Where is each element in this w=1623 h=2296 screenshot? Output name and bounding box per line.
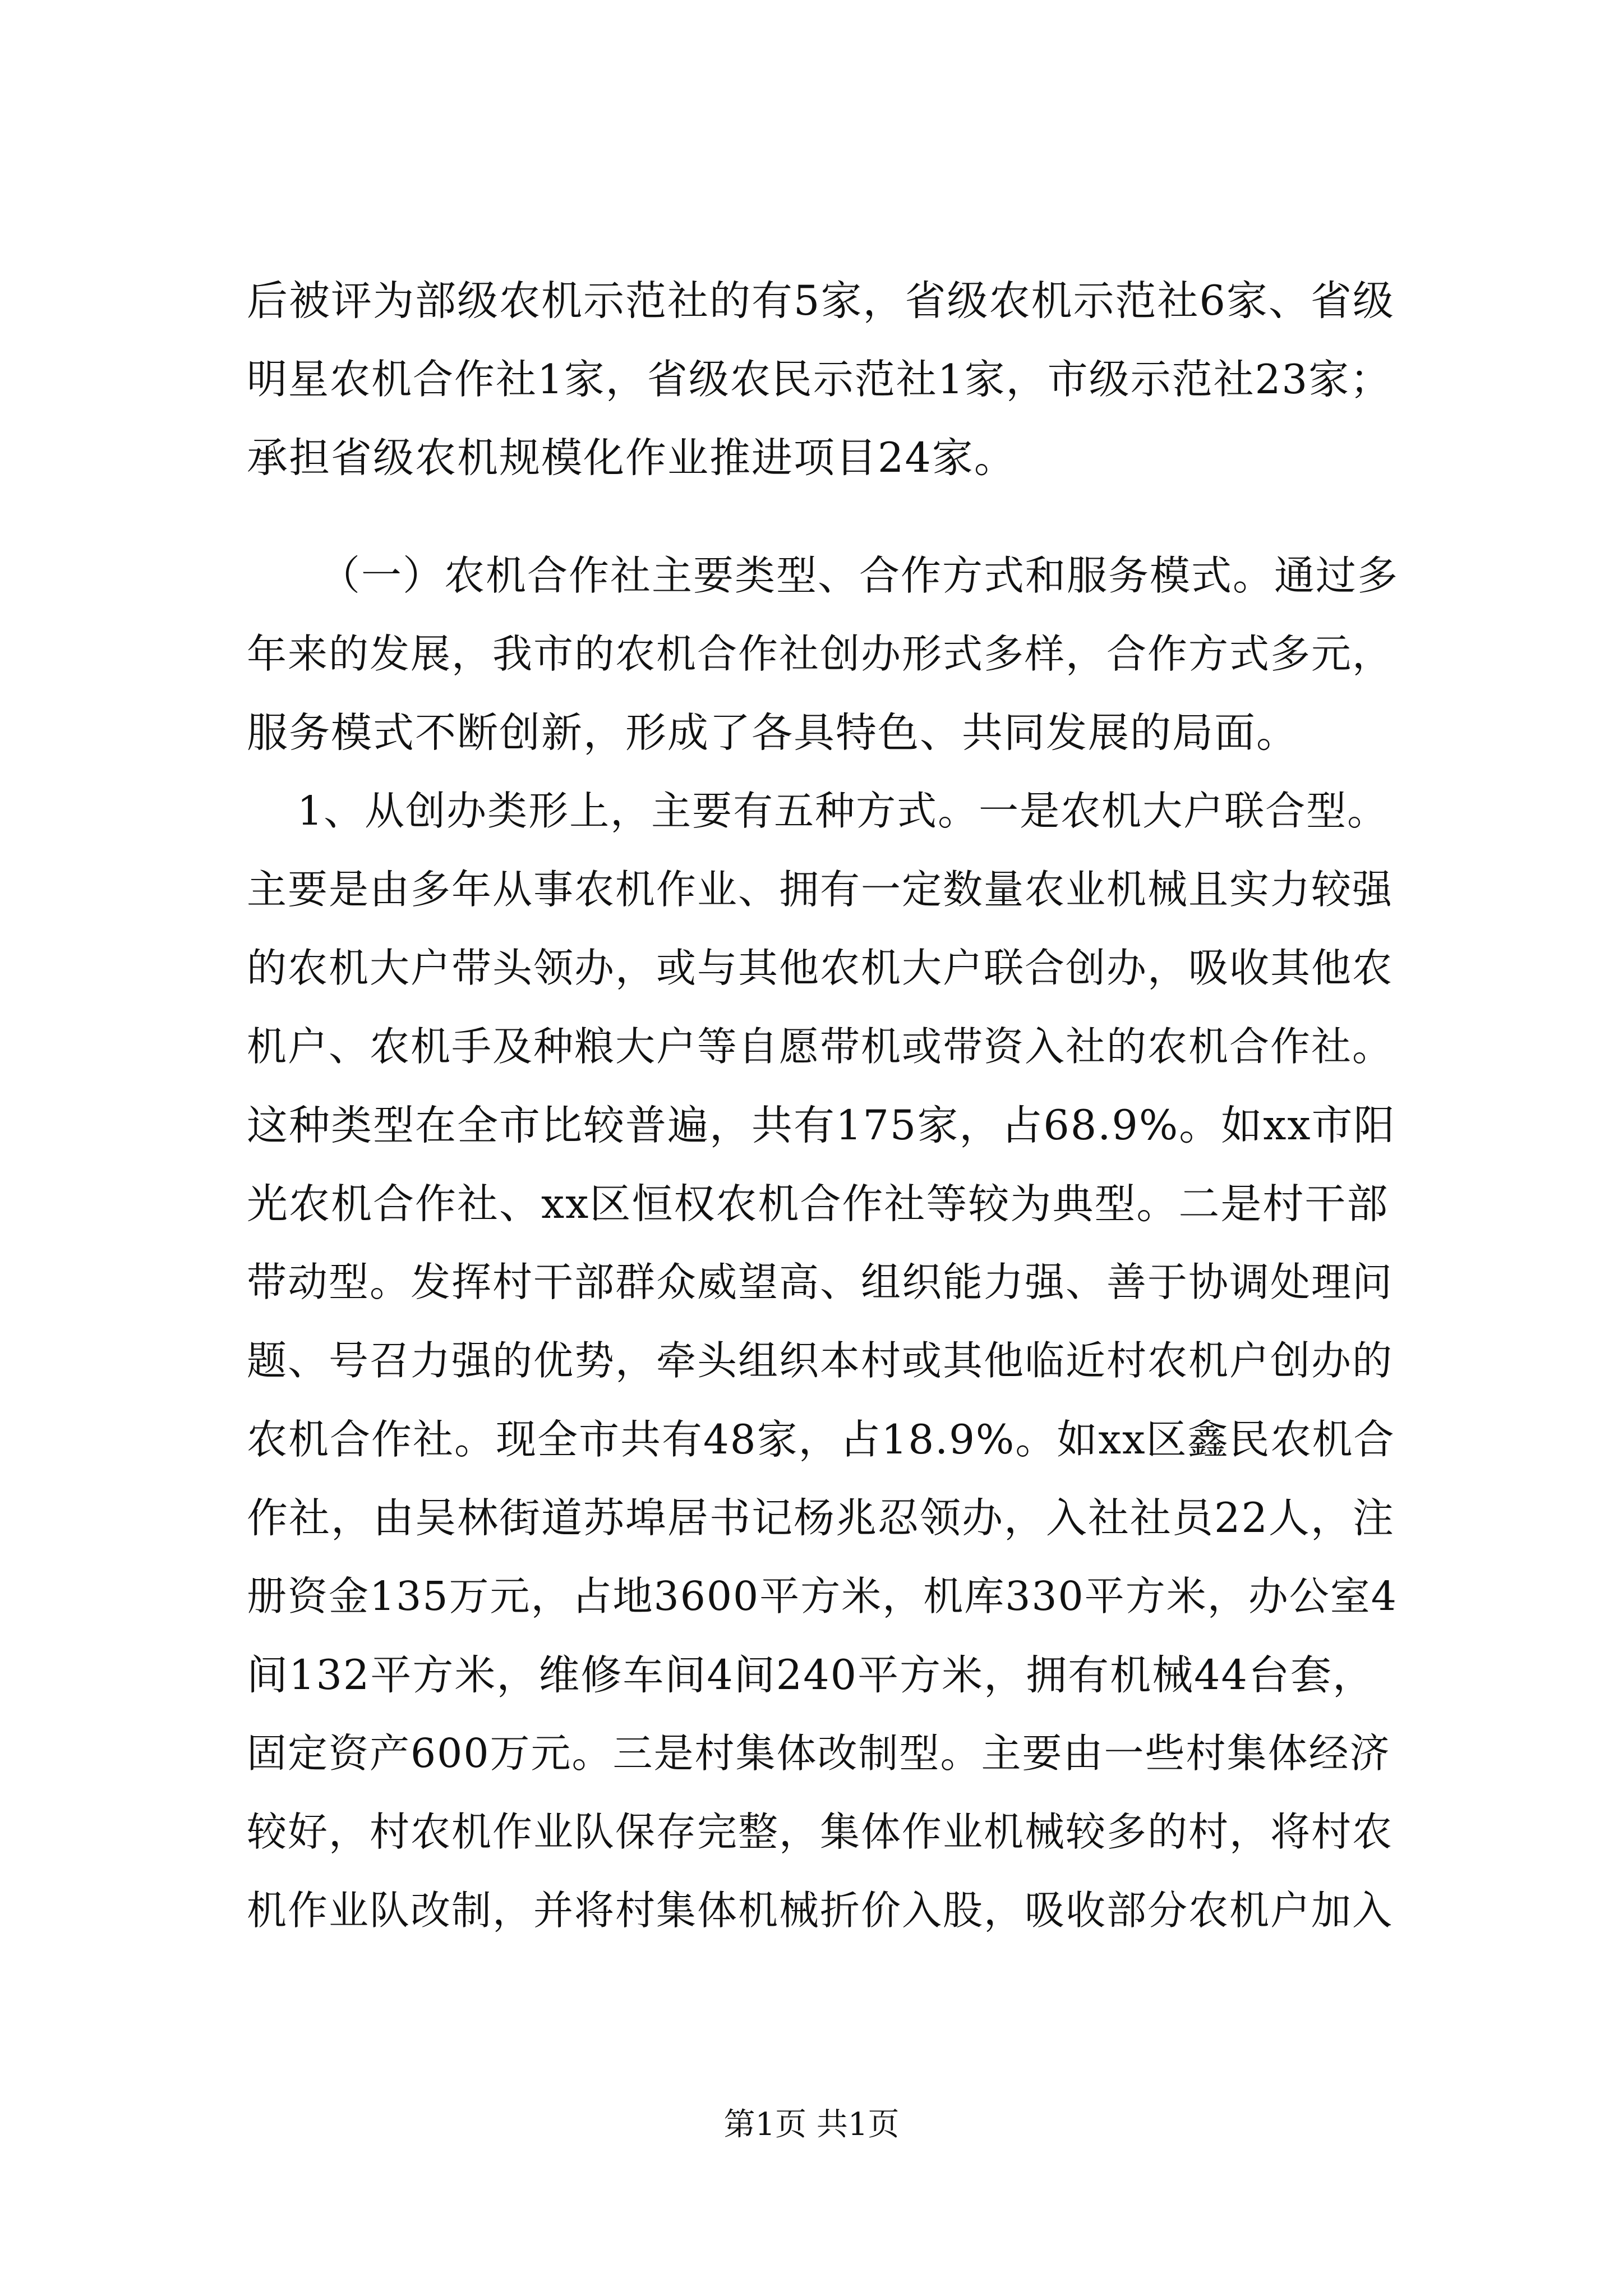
page-footer: 第1页 共1页 [723, 2106, 900, 2143]
paragraph-line: 农机合作社。现全市共有48家，占18.9%。如xx区鑫民农机合 [247, 1416, 1395, 1463]
paragraph-line: 题、号召力强的优势，牵头组织本村或其他临近村农机户创办的 [247, 1337, 1394, 1384]
paragraph-line: 主要是由多年从事农机作业、拥有一定数量农业机械且实力较强 [247, 866, 1394, 913]
paragraph-line: 后被评为部级农机示范社的有5家，省级农机示范社6家、省级 [247, 277, 1395, 325]
paragraph-line: 间132平方米，维修车间4间240平方米，拥有机械44台套， [247, 1651, 1375, 1699]
paragraph-line: 服务模式不断创新，形成了各具特色、共同发展的局面。 [247, 709, 1298, 757]
paragraph-line: 带动型。发挥村干部群众威望高、组织能力强、善于协调处理问 [247, 1259, 1394, 1305]
paragraph-line: 年来的发展，我市的农机合作社创办形式多样，合作方式多元， [247, 631, 1394, 677]
paragraph-line: 机户、农机手及种粮大户等自愿带机或带资入社的农机合作社。 [247, 1023, 1394, 1070]
section-heading-line: （一）农机合作社主要类型、合作方式和服务模式。通过多 [320, 552, 1399, 599]
paragraph-line: 明星农机合作社1家，省级农民示范社1家，市级示范社23家； [247, 356, 1392, 403]
paragraph-line: 作社，由吴林街道苏埠居书记杨兆忍领办，入社社员22人，注 [247, 1494, 1395, 1542]
paragraph-line: 机作业队改制，并将村集体机械折价入股，吸收部分农机户加入 [247, 1887, 1394, 1934]
paragraph-line: 光农机合作社、xx区恒权农机合作社等较为典型。二是村干部 [247, 1180, 1389, 1228]
paragraph-line: 固定资产600万元。三是村集体改制型。主要由一些村集体经济 [247, 1730, 1391, 1777]
paragraph-line: 1、从创办类形上，主要有五种方式。一是农机大户联合型。 [297, 788, 1389, 834]
paragraph-line: 的农机大户带头领办，或与其他农机大户联合创办，吸收其他农 [247, 945, 1394, 991]
paragraph-line: 册资金135万元，占地3600平方米，机库330平方米，办公室4 [247, 1573, 1398, 1619]
paragraph-line: 这种类型在全市比较普遍，共有175家，占68.9%。如xx市阳 [247, 1102, 1396, 1149]
paragraph-line: 承担省级农机规模化作业推进项目24家。 [247, 434, 1016, 482]
paragraph-line: 较好，村农机作业队保存完整，集体作业机械较多的村，将村农 [247, 1809, 1394, 1855]
